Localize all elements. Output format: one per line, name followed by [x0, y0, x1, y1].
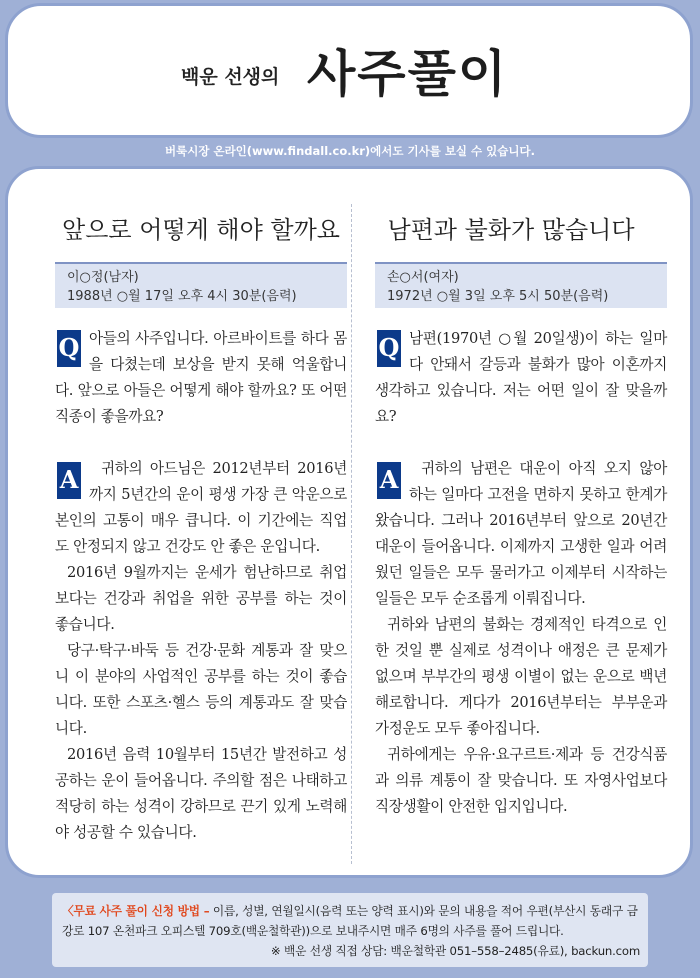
right-answer: [375, 456, 667, 820]
left-question-text: 아들의 사주입니다. 아르바이트를 하다 몸을 다쳤는데 보상을 받지 못해 억울합니다. 앞으로 아들은 어떻게 해야 할까요? 또 어떤 직종이 좋을까요?: [55, 330, 348, 425]
header-title: 사주풀이: [307, 45, 509, 103]
left-answer-p1: 귀하의 아드님은 2012년부터 2016년까지 5년간의 운이 평생 가장 큰 악운으로 본인의 고통이 매우 큽니다. 이 기간에는 직업도 안정되지 않고 건강도 안 좋은 운입니다.: [55, 460, 347, 555]
left-person-name: 이○정(남자): [67, 270, 139, 285]
footer-highlight: 〈무료 사주 풀이 신청 방법 –: [62, 904, 210, 918]
right-person-info: [375, 262, 667, 308]
right-q-badge: Q: [377, 330, 401, 367]
left-person-info: [55, 262, 347, 308]
header-subtitle: 백운 선생의: [181, 66, 280, 88]
left-answer-p2: 2016년 9월까지는 운세가 험난하므로 취업보다는 건강과 취업을 위한 공부를 하는 것이 좋습니다.: [55, 564, 347, 633]
footer-body: 이름, 성별, 연월일시(음력 또는 양력 표시)와 문의 내용을 적어 우편(부산시 동래구 금강로 107 온천파크 오피스텔 709호(백운철학관))으로 보내주시면 매주 6명의 사주를 풀어 드립니다.: [62, 904, 638, 938]
left-a-badge: A: [57, 462, 81, 499]
right-question: [375, 326, 667, 430]
right-answer-p1: 귀하의 남편은 대운이 아직 오지 않아 하는 일마다 고전을 면하지 못하고 한계가 왔습니다. 그러나 2016년부터 앞으로 20년간 대운이 들어옵니다. 이제까지 고생한 일과 어려웠던 일들은 모두 물러가고 이제부터 시작하는 일들은 모두 순조롭게 이뤄집니다.: [375, 460, 667, 607]
right-answer-p3: 귀하에게는 우유·요구르트·제과 등 건강식품과 의류 계통이 잘 맞습니다. 또 자영사업보다 직장생활이 안전한 입지입니다.: [375, 746, 667, 815]
left-person-birth: 1988년 ○월 17일 오후 4시 30분(음력): [67, 289, 297, 304]
right-answer-p2: 귀하와 남편의 불화는 경제적인 타격으로 인한 것일 뿐 실제로 성격이나 애정은 큰 문제가 없으며 부부간의 평생 이별이 없는 운으로 백년해로합니다. 게다가 2016년부터는 부부운과 가정운도 모두 좋아집니다.: [375, 616, 667, 737]
right-person-name: 손○서(여자): [387, 270, 459, 285]
left-answer-p4: 2016년 음력 10월부터 15년간 발전하고 성공하는 운이 들어옵니다. 주의할 점은 나태하고 적당히 하는 성격이 강하므로 끈기 있게 노력해야 성공할 수 있습니다.: [55, 746, 347, 841]
right-question-text: 남편(1970년 ○월 20일생)이 하는 일마다 안돼서 갈등과 불화가 많아 이혼까지 생각하고 있습니다. 저는 어떤 일이 잘 맞을까요?: [375, 330, 667, 425]
right-column-title: 남편과 불화가 많습니다: [387, 216, 635, 244]
online-notice: 버룩시장 온라인(www.findall.co.kr)에서도 기사를 보실 수 있습니다.: [165, 144, 535, 158]
left-column-title: 앞으로 어떻게 해야 할까요: [62, 216, 340, 244]
column-divider: [351, 204, 352, 864]
right-a-badge: A: [377, 462, 401, 499]
right-person-birth: 1972년 ○월 3일 오후 5시 50분(음력): [387, 289, 609, 304]
left-answer: [55, 456, 347, 846]
footer-text: [62, 901, 640, 961]
left-answer-p3: 당구·탁구·바둑 등 건강·문화 계통과 잘 맞으니 이 분야의 사업적인 공부를 하는 것이 좋습니다. 또한 스포츠·헬스 등의 계통과도 잘 맞습니다.: [55, 642, 347, 737]
footer-note: ※ 백운 선생 직접 상담: 백운철학관 051–558–2485(유료), backun.com: [270, 944, 640, 958]
left-question: [55, 326, 347, 430]
left-q-badge: Q: [57, 330, 81, 367]
